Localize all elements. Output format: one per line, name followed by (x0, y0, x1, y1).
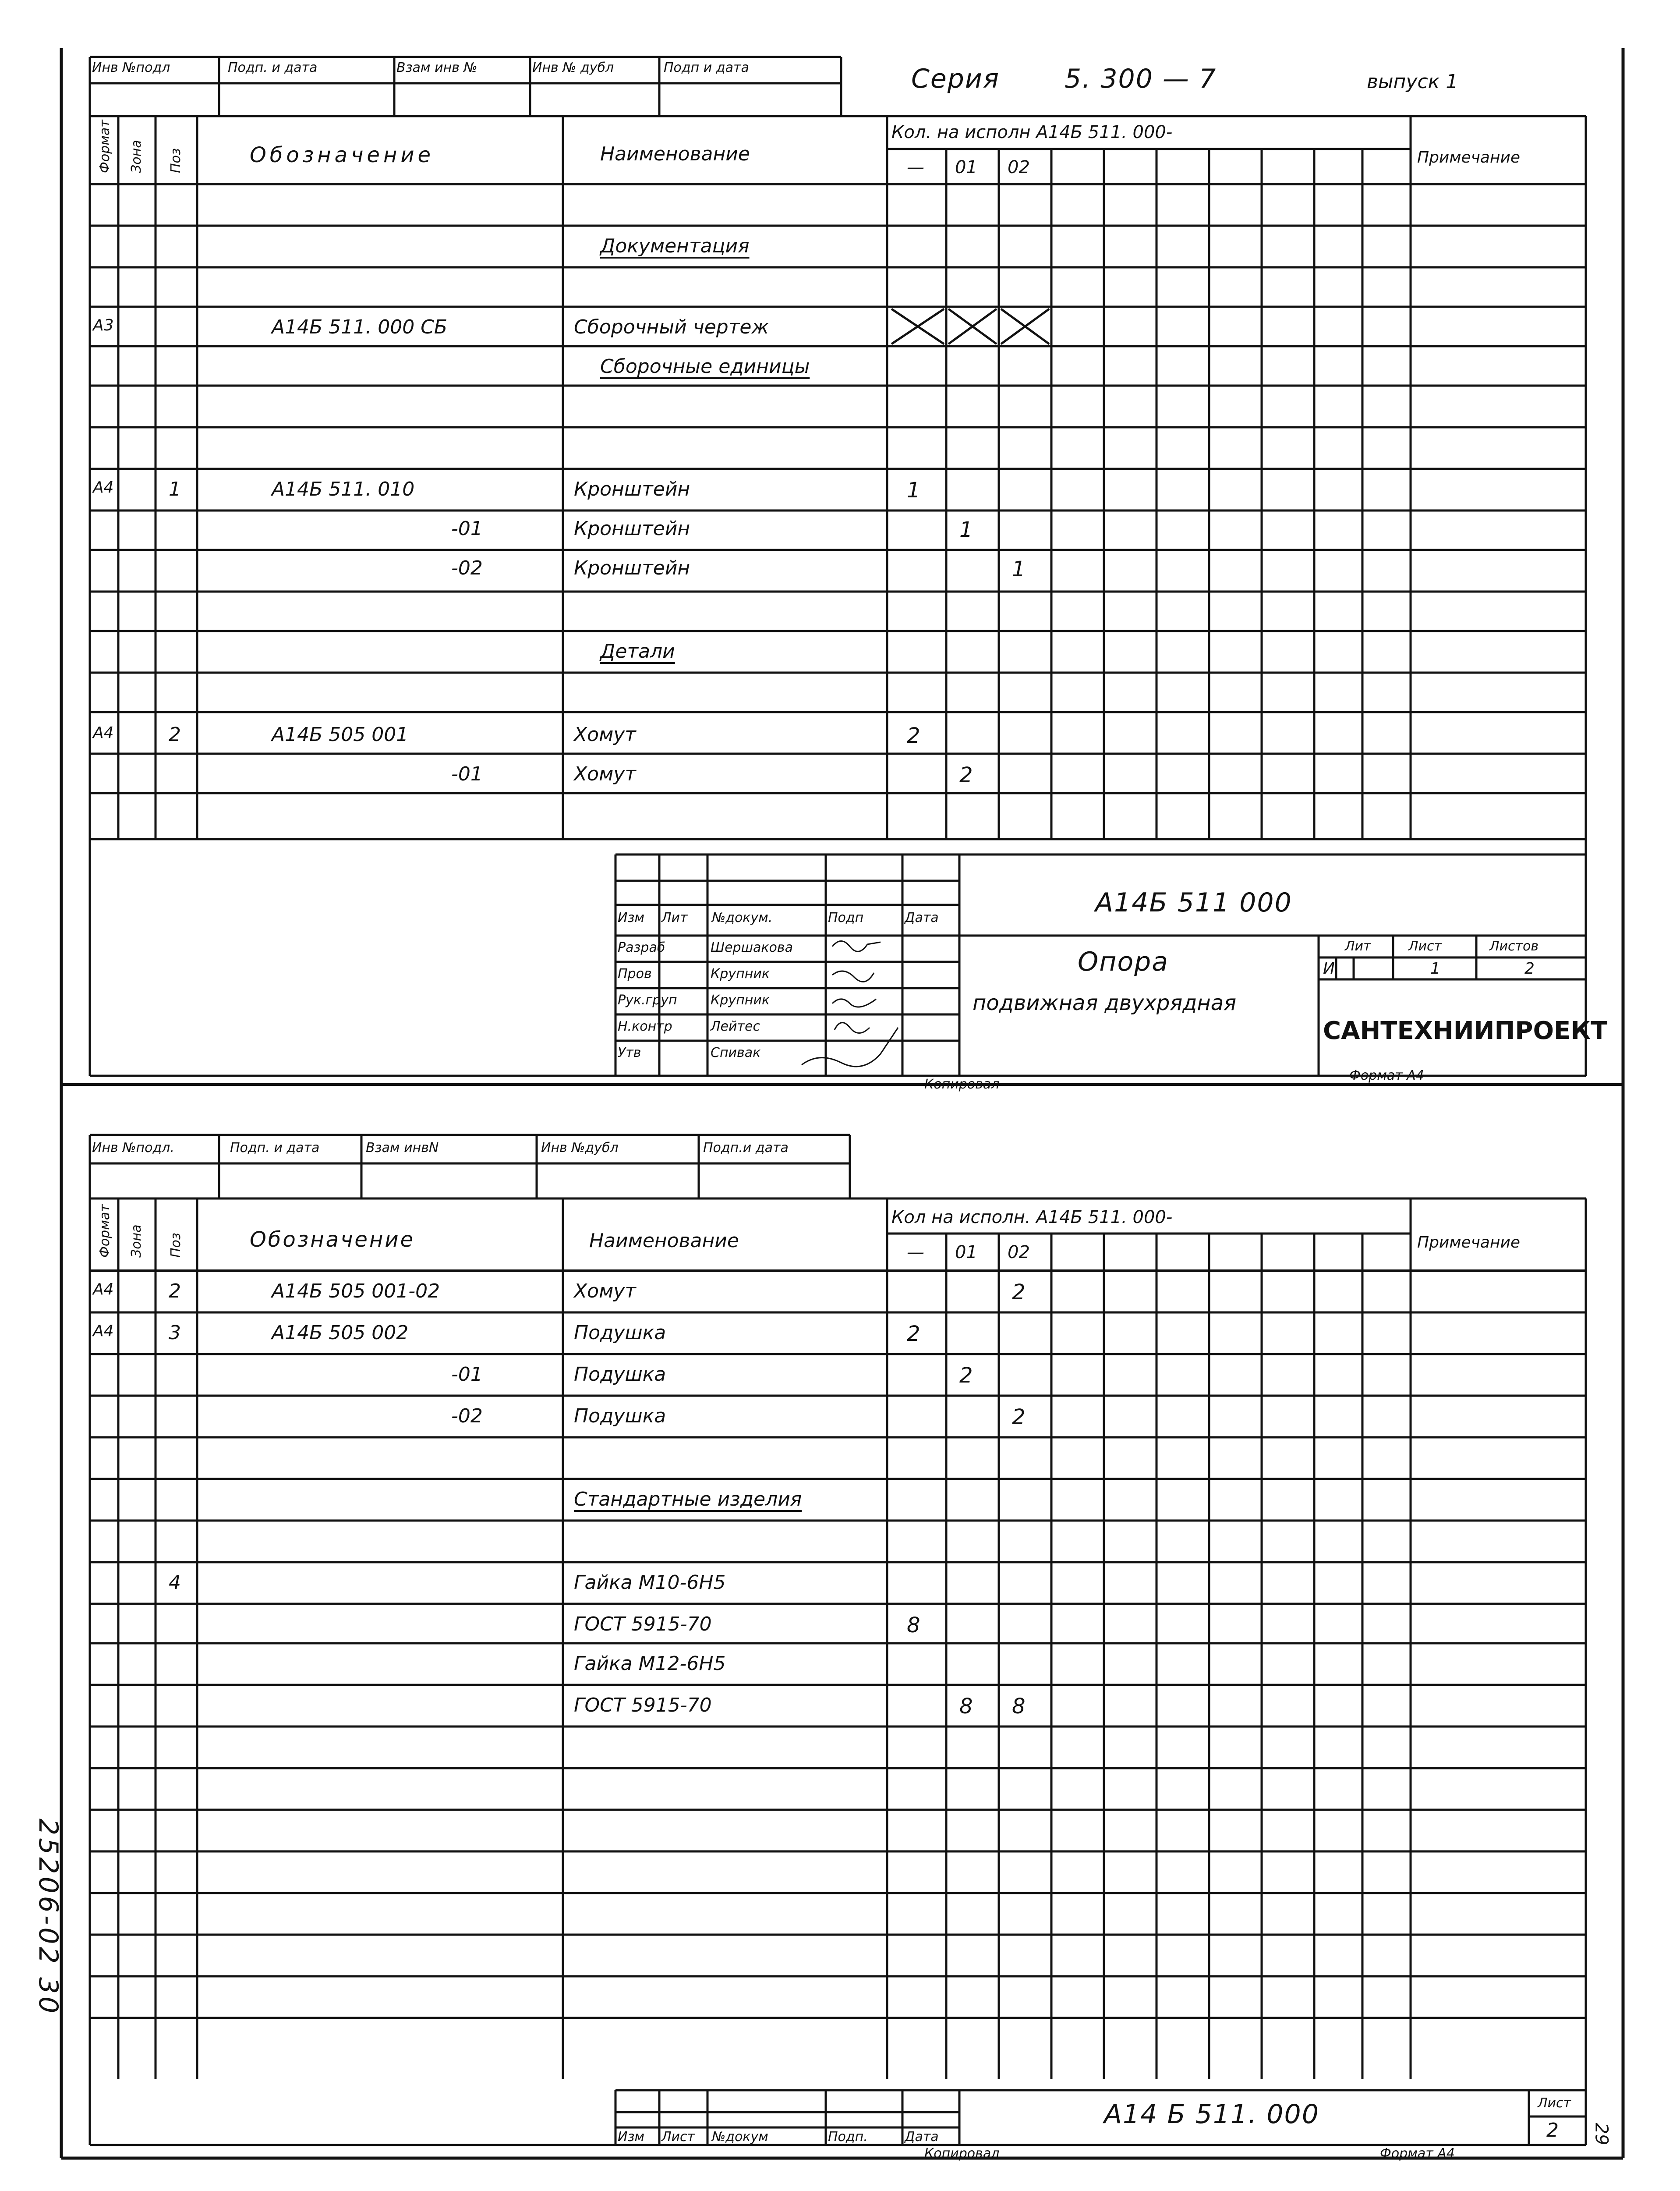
row-designation: -01 (451, 1363, 483, 1386)
series-vypusk: выпуск 1 (1367, 71, 1458, 93)
tb1-lit-label: Лит (1345, 939, 1371, 954)
tb1-copied: Копировал (924, 1077, 1000, 1092)
tb1-firm: САНТЕХНИИПРОЕКТ (1323, 1017, 1608, 1045)
signer-name: Крупник (711, 966, 770, 982)
variant-1-2: — (907, 1242, 924, 1262)
row-qty-0: 2 (907, 1322, 920, 1346)
row-name: Кронштейн (574, 557, 690, 579)
stamp-top-label-2: Подп. и дата (228, 60, 318, 75)
row-qty-2: 1 (1012, 557, 1026, 581)
row-qty-2: 2 (1012, 1405, 1026, 1429)
col-primechanie-header-2: Примечание (1417, 1234, 1521, 1251)
row-qty-0: 1 (907, 478, 920, 503)
col-poz-header-2: Поз (168, 1233, 184, 1258)
row-qty-0: 8 (907, 1613, 920, 1638)
row-name: Хомут (574, 763, 636, 785)
stamp-bottom-label-5: Подп.и дата (703, 1140, 789, 1156)
col-poz-header: Поз (168, 148, 184, 173)
col-oboznachenie-header-2: Обозначение (250, 1227, 415, 1252)
tb1-col-data: Дата (905, 910, 939, 925)
col-format-header: Формат (97, 120, 113, 173)
row-designation: А14Б 505 001-02 (272, 1280, 440, 1302)
row-name: Гайка М10-6Н5 (574, 1571, 726, 1594)
tb2-col-izm: Изм (618, 2129, 645, 2145)
row-name: ГОСТ 5915-70 (574, 1694, 712, 1716)
signer-role: Н.контр (618, 1019, 672, 1034)
stamp-top-label-5: Подп и дата (664, 60, 749, 75)
col-kol-header: Кол. на исполн А14Б 511. 000- (891, 122, 1173, 142)
row-designation: -02 (451, 1405, 483, 1427)
tb2-sheet-label: Лист (1538, 2095, 1571, 2111)
signer-name: Крупник (711, 993, 770, 1008)
stamp-top-label-4: Инв № дубл (532, 60, 614, 75)
tb1-designation: А14Б 511 000 (1095, 887, 1292, 918)
tb2-sheet-value: 2 (1546, 2119, 1559, 2141)
signer-role: Утв (618, 1045, 641, 1060)
row-qty-1: 8 (959, 1694, 973, 1719)
series-number: 5. 300 — 7 (1065, 64, 1217, 94)
row-name: Подушка (574, 1363, 666, 1386)
tb2-col-dokum: №докум (712, 2129, 768, 2145)
series-label: Серия (911, 64, 1000, 94)
row-name: Кронштейн (574, 478, 690, 500)
row-name: ГОСТ 5915-70 (574, 1613, 712, 1635)
tb2-copied: Копировал (924, 2146, 1000, 2161)
tb1-sheet-value: 1 (1430, 960, 1440, 978)
tb1-col-lit: Лит (661, 910, 688, 925)
row-name: Сборочный чертеж (574, 316, 769, 338)
row-designation: А14Б 505 001 (272, 723, 409, 746)
tb1-col-dokum: №докум. (712, 910, 773, 925)
tb1-format: Формат А4 (1349, 1068, 1424, 1083)
signer-name: Шершакова (711, 940, 793, 955)
row-designation: -01 (451, 763, 483, 785)
tb2-col-podp: Подп. (828, 2129, 868, 2145)
row-qty-1: 1 (959, 518, 973, 542)
row-format: А4 (93, 1322, 114, 1340)
col-format-header-2: Формат (97, 1204, 113, 1258)
row-format: А4 (93, 724, 114, 742)
row-qty-0: 2 (907, 723, 920, 748)
row-poz: 2 (169, 1280, 181, 1302)
section-heading: Документация (600, 235, 750, 257)
row-designation: -02 (451, 557, 483, 579)
row-qty-1: 2 (959, 763, 973, 787)
variant-1: — (907, 157, 924, 177)
tb1-product-name-1: Опора (1078, 947, 1169, 977)
row-name: Подушка (574, 1322, 666, 1344)
variant-2-2: 01 (955, 1242, 977, 1262)
row-name: Кронштейн (574, 518, 690, 540)
tb2-col-list: Лист (661, 2129, 695, 2145)
signer-role: Рук.груп (618, 993, 677, 1008)
row-designation: А14Б 511. 000 СБ (272, 316, 448, 338)
corner-page-number: 29 (1591, 2123, 1612, 2145)
signer-role: Разраб (618, 940, 665, 955)
section-heading: Детали (600, 640, 675, 663)
row-poz: 2 (169, 723, 181, 746)
row-name: Подушка (574, 1405, 666, 1427)
row-qty-2: 8 (1012, 1694, 1026, 1719)
row-name: Гайка М12-6Н5 (574, 1652, 726, 1675)
tb1-sheets-label: Листов (1489, 939, 1539, 954)
section-heading: Стандартные изделия (574, 1488, 802, 1510)
row-designation: А14Б 511. 010 (272, 478, 415, 500)
row-poz: 3 (169, 1322, 181, 1344)
col-kol-header-2: Кол на исполн. А14Б 511. 000- (891, 1207, 1173, 1227)
stamp-bottom-label-4: Инв №дубл (541, 1140, 619, 1156)
row-qty-2: 2 (1012, 1280, 1026, 1305)
tb1-product-name-2: подвижная двухрядная (973, 991, 1237, 1015)
row-name: Хомут (574, 723, 636, 746)
variant-3-2: 02 (1008, 1242, 1030, 1262)
row-designation: А14Б 505 002 (272, 1322, 409, 1344)
stamp-bottom-label-2: Подп. и дата (230, 1140, 320, 1156)
col-zona-header-2: Зона (129, 1224, 144, 1258)
tb2-designation: А14 Б 511. 000 (1104, 2099, 1319, 2130)
col-oboznachenie-header: Обозначение (250, 143, 435, 167)
col-naimenovanie-header: Наименование (600, 143, 750, 165)
stamp-top-label-1: Инв №подл (92, 60, 170, 75)
section-heading: Сборочные единицы (600, 355, 810, 378)
tb2-format: Формат А4 (1380, 2146, 1455, 2161)
row-poz: 1 (169, 478, 181, 500)
tb2-col-data: Дата (905, 2129, 939, 2145)
stamp-bottom-label-3: Взам инвN (366, 1140, 439, 1156)
tb1-col-podp: Подп (828, 910, 864, 925)
stamp-top-label-3: Взам инв № (396, 60, 477, 75)
tb1-sheets-value: 2 (1524, 960, 1535, 978)
tb1-lit-value: И (1323, 960, 1335, 978)
side-archive-number: 25206-02 30 (33, 1819, 64, 2016)
variant-2: 01 (955, 157, 977, 177)
tb1-sheet-label: Лист (1408, 939, 1442, 954)
row-format: А4 (93, 1280, 114, 1298)
row-designation: -01 (451, 518, 483, 540)
row-format: А4 (93, 479, 114, 496)
signer-name: Лейтес (711, 1019, 760, 1034)
col-naimenovanie-header-2: Наименование (589, 1230, 739, 1252)
variant-3: 02 (1008, 157, 1030, 177)
row-poz: 4 (169, 1571, 181, 1594)
row-name: Хомут (574, 1280, 636, 1302)
col-primechanie-header: Примечание (1417, 149, 1521, 167)
tb1-col-izm: Изм (618, 910, 645, 925)
signer-role: Пров (618, 966, 652, 982)
signer-name: Спивак (711, 1045, 761, 1060)
row-qty-1: 2 (959, 1363, 973, 1388)
row-format: А3 (93, 316, 114, 334)
stamp-bottom-label-1: Инв №подл. (92, 1140, 174, 1156)
col-zona-header: Зона (129, 140, 144, 173)
